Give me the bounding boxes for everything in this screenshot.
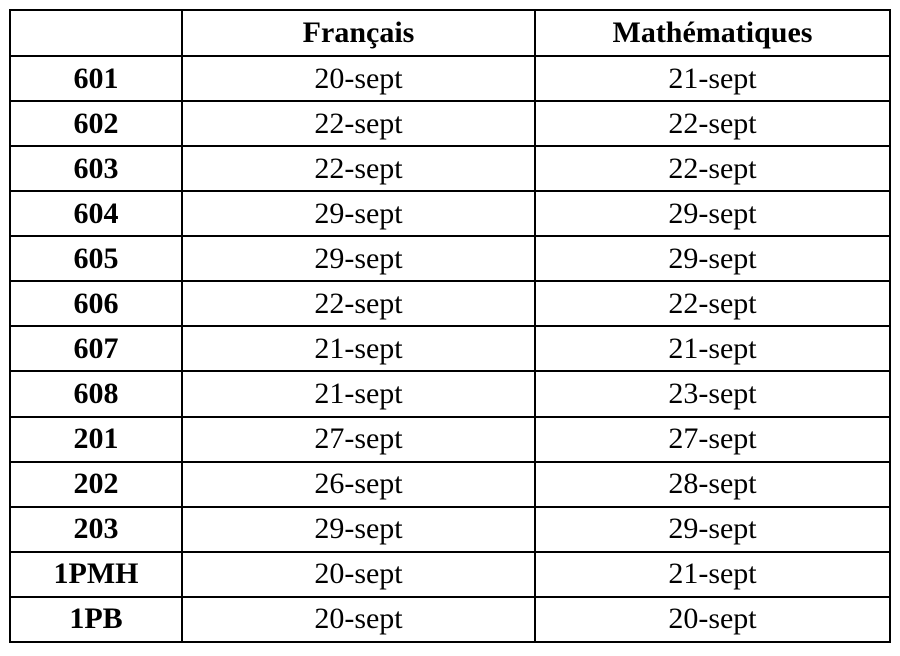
francais-date: 22-sept	[182, 281, 535, 326]
francais-date: 21-sept	[182, 326, 535, 371]
table-row	[10, 462, 890, 507]
maths-date: 22-sept	[535, 101, 890, 146]
schedule-table	[9, 9, 891, 643]
maths-date: 21-sept	[535, 326, 890, 371]
francais-date: 29-sept	[182, 191, 535, 236]
row-label: 202	[10, 462, 182, 507]
table-row	[10, 597, 890, 642]
maths-date: 29-sept	[535, 507, 890, 552]
francais-date: 26-sept	[182, 462, 535, 507]
maths-date: 20-sept	[535, 597, 890, 642]
maths-date: 23-sept	[535, 371, 890, 416]
row-label: 203	[10, 507, 182, 552]
row-label: 606	[10, 281, 182, 326]
row-label: 605	[10, 236, 182, 281]
maths-date: 29-sept	[535, 191, 890, 236]
maths-date: 28-sept	[535, 462, 890, 507]
table-row	[10, 507, 890, 552]
francais-date: 20-sept	[182, 597, 535, 642]
row-label: 602	[10, 101, 182, 146]
francais-date: 21-sept	[182, 371, 535, 416]
row-label: 1PMH	[10, 552, 182, 597]
maths-date: 21-sept	[535, 56, 890, 101]
row-label: 601	[10, 56, 182, 101]
maths-date: 27-sept	[535, 417, 890, 462]
francais-date: 20-sept	[182, 56, 535, 101]
corner-cell	[10, 10, 182, 56]
header-francais: Français	[182, 10, 535, 56]
row-label: 1PB	[10, 597, 182, 642]
row-label: 604	[10, 191, 182, 236]
francais-date: 29-sept	[182, 507, 535, 552]
maths-date: 22-sept	[535, 146, 890, 191]
maths-date: 21-sept	[535, 552, 890, 597]
francais-date: 22-sept	[182, 101, 535, 146]
table-row	[10, 281, 890, 326]
row-label: 607	[10, 326, 182, 371]
header-mathematiques: Mathématiques	[535, 10, 890, 56]
table-row	[10, 552, 890, 597]
table-row	[10, 146, 890, 191]
table-row	[10, 417, 890, 462]
table-row	[10, 371, 890, 416]
francais-date: 20-sept	[182, 552, 535, 597]
francais-date: 29-sept	[182, 236, 535, 281]
maths-date: 22-sept	[535, 281, 890, 326]
francais-date: 27-sept	[182, 417, 535, 462]
francais-date: 22-sept	[182, 146, 535, 191]
table-row	[10, 326, 890, 371]
table-row	[10, 191, 890, 236]
header-row	[10, 10, 890, 56]
schedule-table-container	[9, 9, 889, 643]
maths-date: 29-sept	[535, 236, 890, 281]
table-row	[10, 56, 890, 101]
table-row	[10, 236, 890, 281]
table-row	[10, 101, 890, 146]
row-label: 201	[10, 417, 182, 462]
row-label: 603	[10, 146, 182, 191]
row-label: 608	[10, 371, 182, 416]
